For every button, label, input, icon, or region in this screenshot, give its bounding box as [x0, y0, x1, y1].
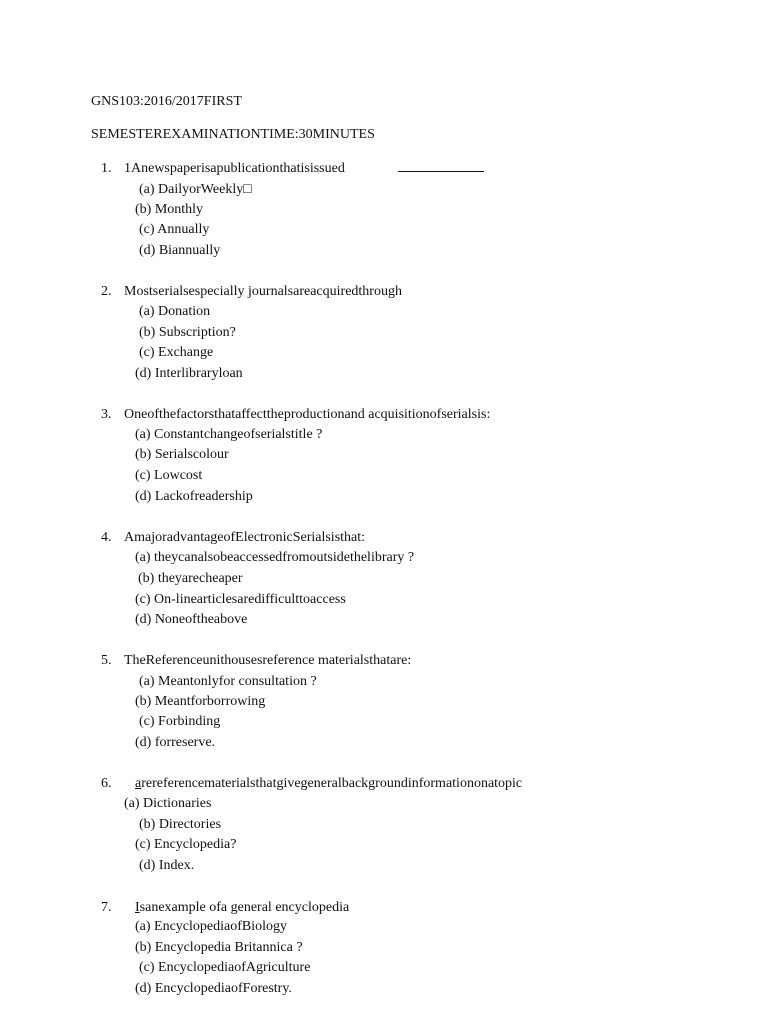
question-number: 5. [101, 653, 112, 668]
option-c: (c) On-linearticlesaredifficulttoaccess [135, 592, 346, 607]
question-text [135, 900, 349, 916]
option-b: (b) Serialscolour [135, 447, 229, 462]
question-text-rest: rereferencematerialsthatgivegeneralbackgroundinformationonatopic [141, 776, 523, 791]
question-text: AmajoradvantageofElectronicSerialsisthat: [124, 530, 366, 545]
question-text-rest: sanexample ofa general encyclopedia [139, 900, 350, 915]
question-text [135, 776, 522, 792]
option-a: (a) Dictionaries [124, 796, 212, 811]
option-c: (c) Lowcost [135, 468, 203, 483]
option-a: (a) theycanalsobeaccessedfromoutsidethelibrary ? [135, 550, 415, 565]
question-lead-letter: a [135, 776, 142, 791]
answer-blank-line [398, 171, 484, 172]
question-number: 4. [101, 530, 112, 545]
exam-header-semester: SEMESTEREXAMINATIONTIME:30MINUTES [91, 127, 375, 142]
option-b: (b) Meantforborrowing [135, 694, 266, 709]
question-number: 1. [101, 161, 112, 176]
option-c: (c) Encyclopedia? [135, 837, 237, 852]
option-b: (b) Subscription? [139, 325, 236, 340]
question-number: 6. [101, 776, 112, 791]
option-a: (a) DailyorWeekly□ [139, 182, 252, 197]
option-b: (b) theyarecheaper [138, 571, 243, 586]
option-d: (d) forreserve. [135, 735, 216, 750]
option-d: (d) EncyclopediaofForestry. [135, 981, 292, 996]
option-a: (a) EncyclopediaofBiology [135, 919, 288, 934]
option-c: (c) Forbinding [139, 714, 221, 729]
option-a: (a) Constantchangeofserialstitle ? [135, 427, 323, 442]
question-number: 2. [101, 284, 112, 299]
option-d: (d) Biannually [139, 243, 221, 258]
option-a: (a) Meantonlyfor consultation ? [139, 674, 317, 689]
option-d: (d) Index. [139, 858, 195, 873]
option-b: (b) Encyclopedia Britannica ? [135, 940, 303, 955]
question-text: 1Anewspaperisapublicationthatisissued [124, 161, 345, 176]
question-number: 3. [101, 407, 112, 422]
option-c: (c) Annually [139, 222, 210, 237]
option-d: (d) Lackofreadership [135, 489, 253, 504]
question-text: TheReferenceunithousesreference materialsthatare: [124, 653, 412, 668]
option-b: (b) Monthly [135, 202, 204, 217]
question-lead-letter: I [135, 900, 140, 915]
option-c: (c) Exchange [139, 345, 214, 360]
exam-header-course: GNS103:2016/2017FIRST [91, 94, 242, 109]
question-text: Mostserialsespecially journalsareacquiredthrough [124, 284, 402, 299]
question-number: 7. [101, 900, 112, 915]
option-d: (d) Noneoftheabove [135, 612, 248, 627]
option-a: (a) Donation [139, 304, 211, 319]
option-b: (b) Directories [139, 817, 222, 832]
option-d: (d) Interlibraryloan [135, 366, 243, 381]
question-text: Oneofthefactorsthataffecttheproductionand acquisitionofserialsis: [124, 407, 491, 422]
option-c: (c) EncyclopediaofAgriculture [139, 960, 311, 975]
